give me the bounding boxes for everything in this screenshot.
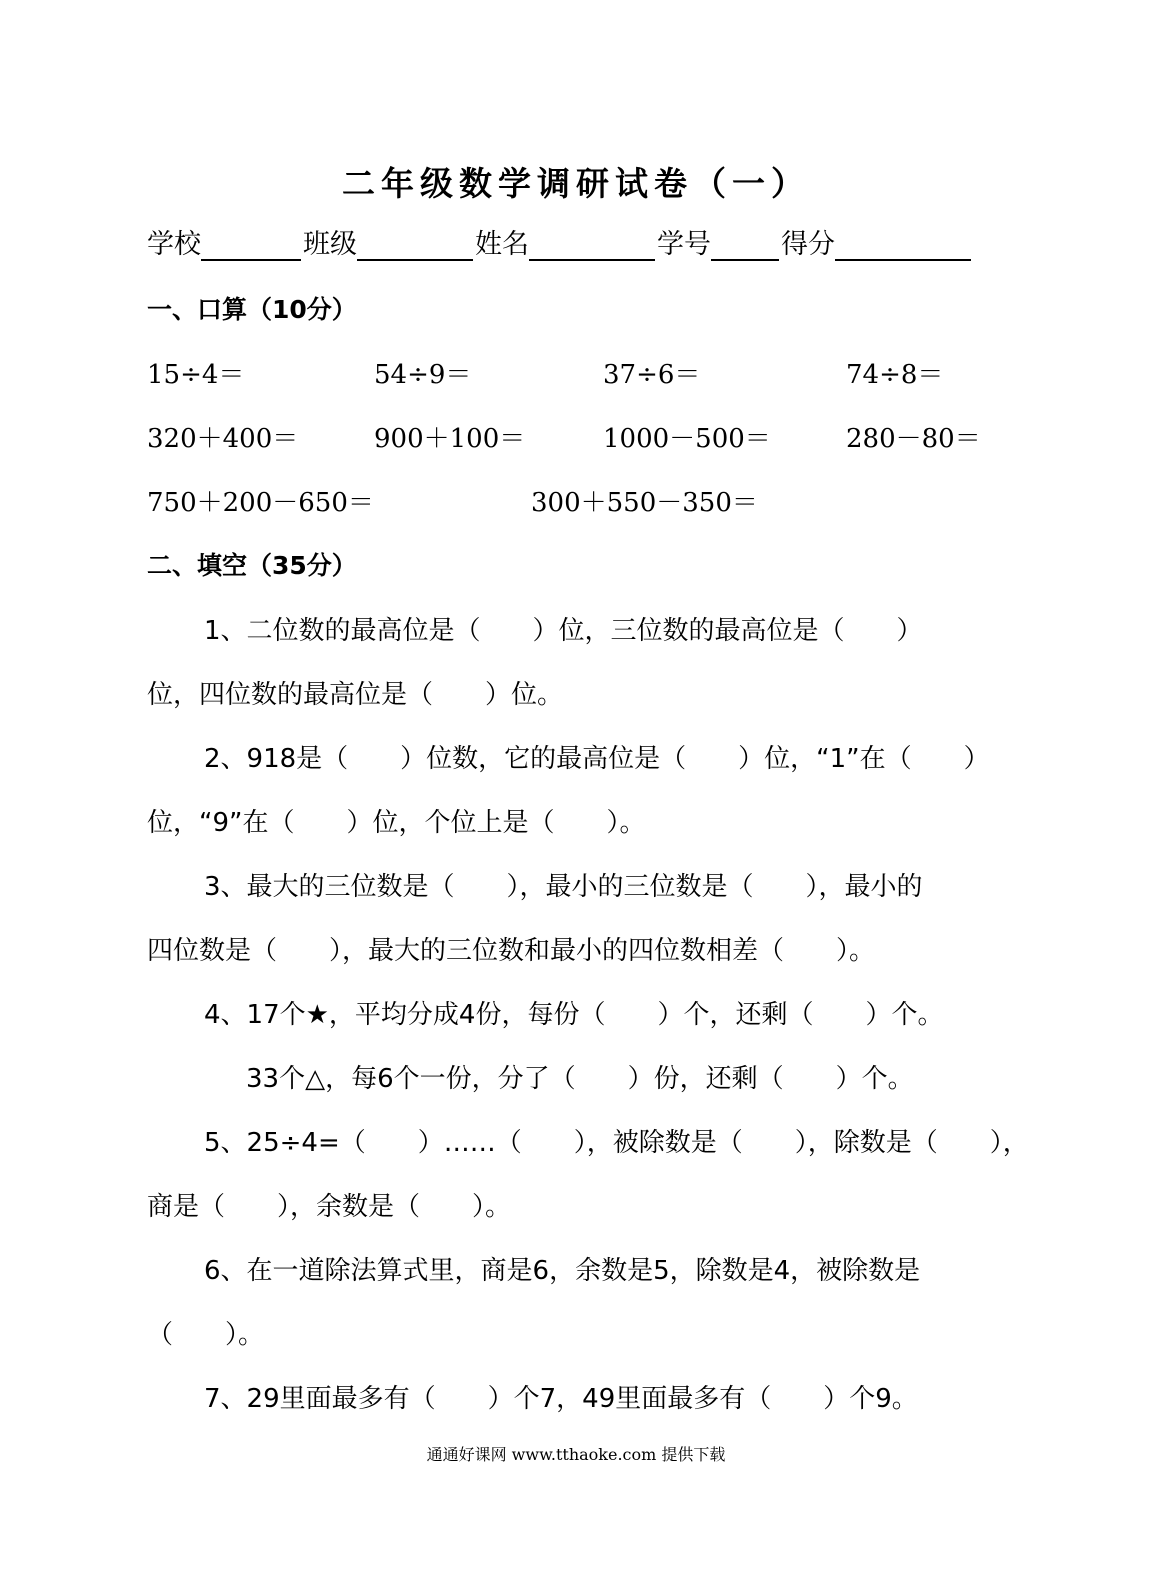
score-blank [835, 231, 971, 261]
calc-item: 1000－500＝ [603, 424, 771, 454]
class-label: 班级 [303, 229, 357, 260]
question-line: 7、29里面最多有（ ）个7，49里面最多有（ ）个9。 [204, 1384, 918, 1414]
question-line: 33个△，每6个一份，分了（ ）份，还剩（ ）个。 [246, 1064, 914, 1094]
class-blank [357, 231, 473, 261]
calc-item: 54÷9＝ [374, 360, 472, 390]
page-title: 二年级数学调研试卷（一） [342, 164, 810, 203]
section1-heading: 一、口算（10分） [147, 295, 357, 324]
calc-item: 280－80＝ [846, 424, 981, 454]
calc-item: 750＋200－650＝ [147, 488, 374, 518]
name-blank [529, 231, 655, 261]
school-label: 学校 [147, 229, 201, 260]
name-label: 姓名 [475, 229, 529, 260]
school-blank [201, 231, 301, 261]
question-line: 6、在一道除法算式里，商是6，余数是5，除数是4，被除数是 [204, 1256, 921, 1286]
question-line: 四位数是（ ），最大的三位数和最小的四位数相差（ ）。 [147, 936, 876, 966]
question-line: 商是（ ），余数是（ ）。 [147, 1192, 512, 1222]
question-line: 5、25÷4=（ ）……（ ），被除数是（ ），除数是（ ）， [204, 1128, 1029, 1158]
section2-heading: 二、填空（35分） [147, 551, 357, 580]
question-line: 4、17个★，平均分成4份，每份（ ）个，还剩（ ）个。 [204, 1000, 944, 1030]
question-line: （ ）。 [147, 1320, 265, 1350]
calc-item: 900＋100＝ [374, 424, 526, 454]
score-label: 得分 [781, 229, 835, 260]
question-line: 位，四位数的最高位是（ ）位。 [147, 680, 564, 710]
calc-item: 74÷8＝ [846, 360, 944, 390]
question-line: 2、918是（ ）位数，它的最高位是（ ）位，“1”在（ ） [204, 744, 990, 774]
number-label: 学号 [657, 229, 711, 260]
number-blank [711, 231, 779, 261]
footer-credit: 通通好课网 www.tthaoke.com 提供下载 [426, 1445, 726, 1464]
question-line: 位，“9”在（ ）位，个位上是（ ）。 [147, 808, 646, 838]
calc-item: 300＋550－350＝ [531, 488, 758, 518]
question-line: 1、二位数的最高位是（ ）位，三位数的最高位是（ ） [204, 616, 923, 646]
calc-item: 15÷4＝ [147, 360, 245, 390]
question-line: 3、最大的三位数是（ ），最小的三位数是（ ），最小的 [204, 872, 923, 902]
calc-item: 37÷6＝ [603, 360, 701, 390]
student-info-line [147, 222, 973, 261]
calc-item: 320＋400＝ [147, 424, 299, 454]
